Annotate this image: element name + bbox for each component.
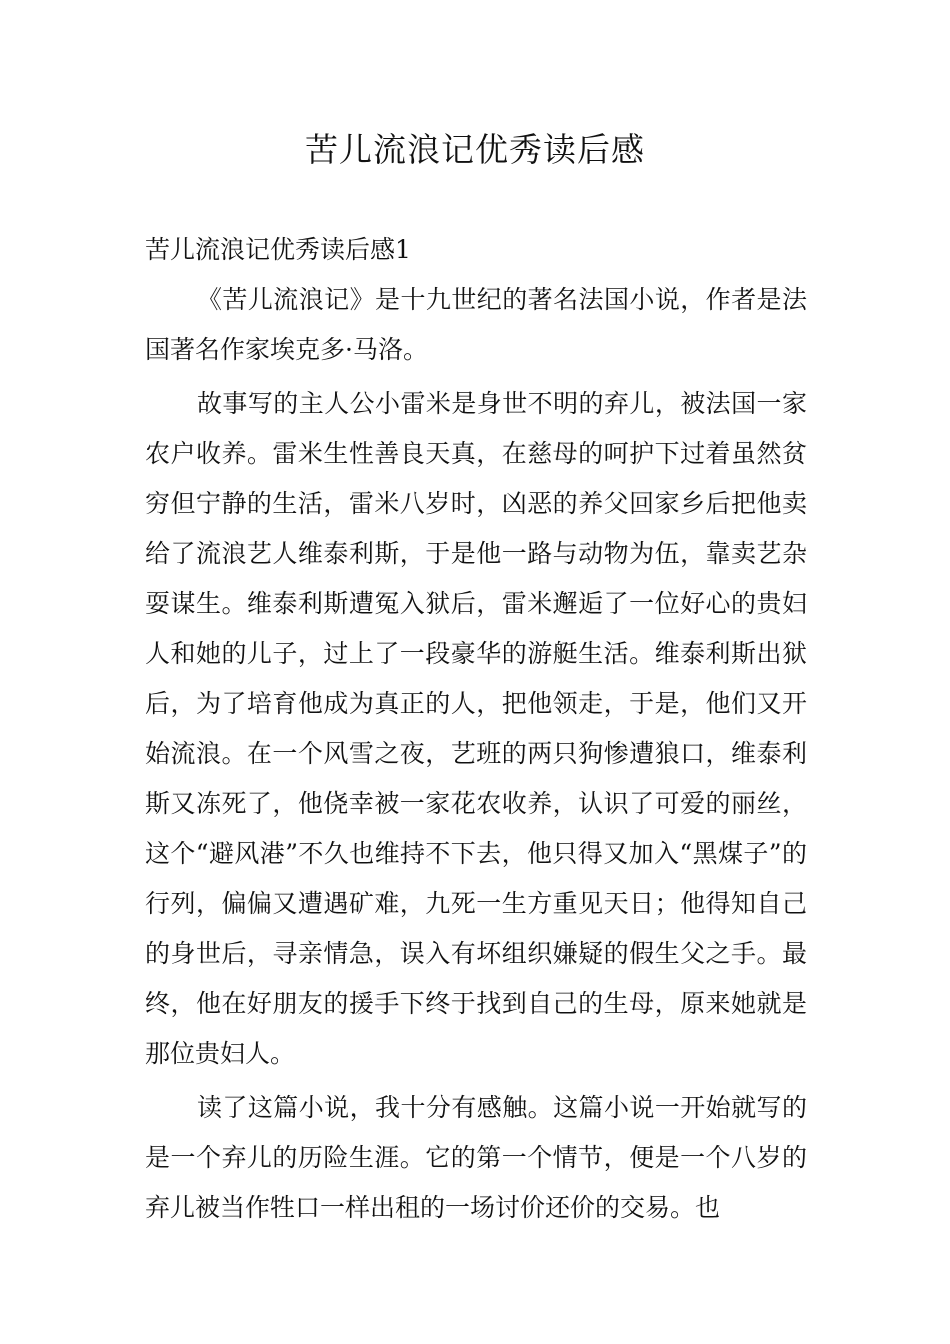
section-heading: 苦儿流浪记优秀读后感1 [145,235,411,264]
paragraph: 《苦儿流浪记》是十九世纪的著名法国小说，作者是法国著名作家埃克多·马洛。 [145,285,807,364]
document-title: 苦儿流浪记优秀读后感 [305,130,645,169]
document-body [145,275,807,1237]
paragraph: 故事写的主人公小雷米是身世不明的弃儿，被法国一家农户收养。雷米生性善良天真，在慈母的呵护下过着虽然贫穷但宁静的生活，雷米八岁时，凶恶的养父回家乡后把他卖给了流浪艺人维泰利斯，于是他一路与动物为伍，靠卖艺杂耍谋生。维泰利斯遭冤入狱后，雷米邂逅了一位好心的贵妇人和她的儿子，过上了一段豪华的游艇生活。维泰利斯出狱后，为了培育他成为真正的人，把他领走，于是，他们又开始流浪。在一个风雪之夜，艺班的两只狗惨遭狼口，维泰利斯又冻死了，他侥幸被一家花农收养，认识了可爱的丽丝，这个“避风港”不久也维持不下去，他只得又加入“黑煤子”的行列，偏偏又遭遇矿难，九死一生方重见天日；他得知自己的身世后，寻亲情急，误入有坏组织嫌疑的假生父之手。最终，他在好朋友的援手下终于找到自己的生母，原来她就是那位贵妇人。 [145,389,807,1068]
paragraph: 读了这篇小说，我十分有感触。这篇小说一开始就写的是一个弃儿的历险生涯。它的第一个情节，便是一个八岁的弃儿被当作牲口一样出租的一场讨价还价的交易。也 [145,1093,807,1222]
